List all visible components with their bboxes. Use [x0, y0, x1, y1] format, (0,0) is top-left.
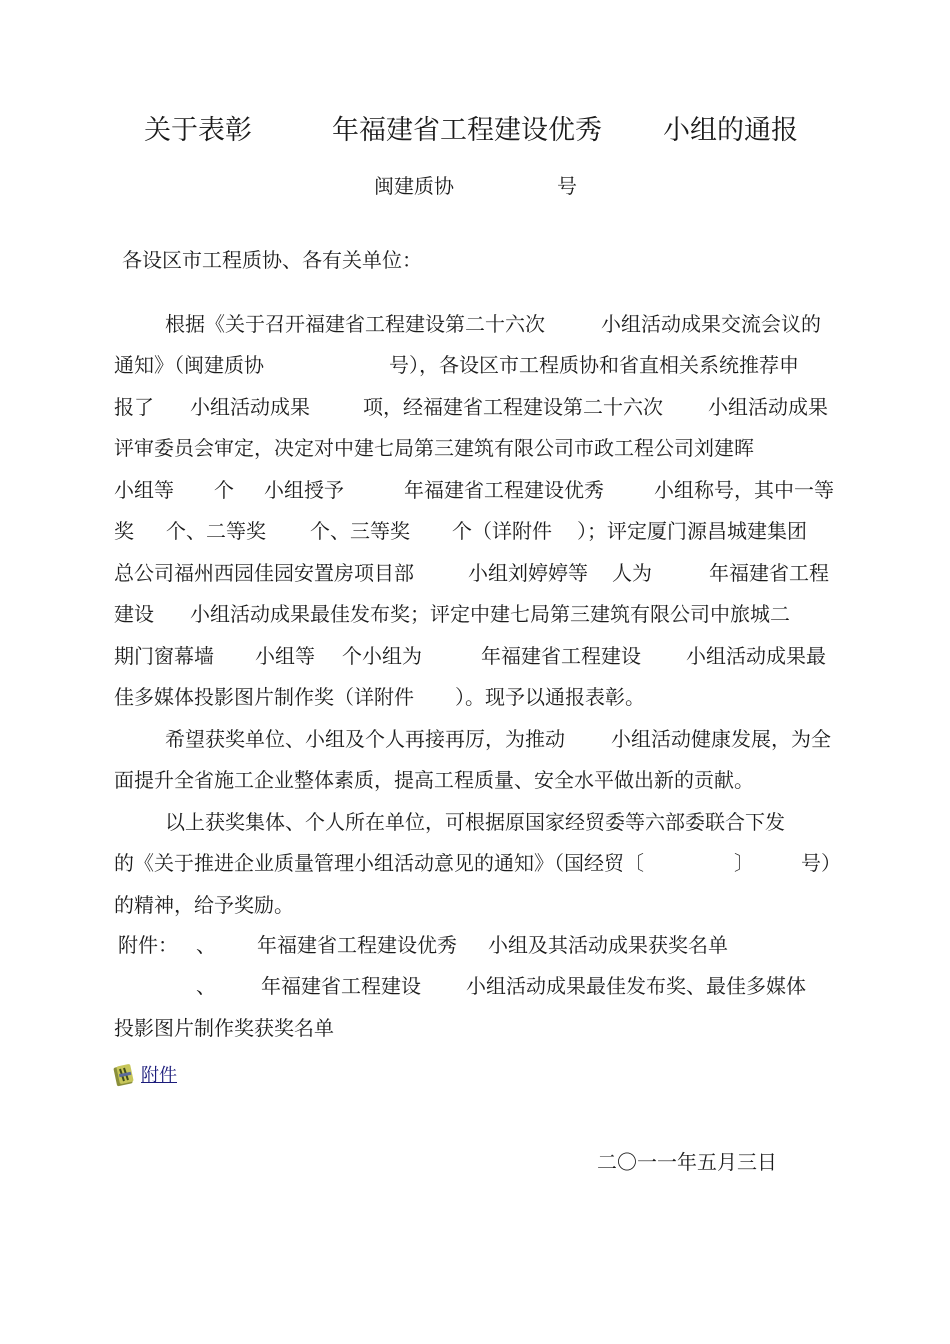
p1-l9-a: 期门窗幕墙 — [114, 644, 214, 668]
p1-l3-c: 项，经福建省工程建设第二十六次 — [363, 395, 663, 419]
p1-l5-a: 小组等 — [114, 478, 174, 502]
p1-l10-a: 佳多媒体投影图片制作奖（详附件 — [114, 685, 414, 709]
salutation: 各设区市工程质协、各有关单位： — [122, 248, 422, 272]
p1-l6-b: 个、二等奖 — [166, 519, 266, 543]
attach-item1-a: 年福建省工程建设优秀 — [257, 933, 457, 957]
title-part-2: 年福建省工程建设优秀 — [332, 115, 602, 146]
attach-item2-line2: 投影图片制作奖获奖名单 — [114, 1016, 334, 1040]
p1-l9-e: 小组活动成果最 — [686, 644, 826, 668]
p1-l4-a: 评审委员会审定，决定对中建七局第三建筑有限公司市政工程公司刘建晖 — [114, 436, 754, 460]
p1-l9-d: 年福建省工程建设 — [481, 644, 641, 668]
p1-l2-b: 号），各设区市工程质协和省直相关系统推荐申 — [389, 353, 799, 377]
p1-l5-b: 个 — [214, 478, 234, 502]
p2-l1-b: 小组活动健康发展，为全 — [611, 727, 831, 751]
p1-l2-a: 通知》（闽建质协 — [114, 353, 264, 377]
title-part-3: 小组的通报 — [663, 115, 798, 146]
p3-l1-a: 以上获奖集体、个人所在单位，可根据原国家经贸委等六部委联合下发 — [165, 810, 785, 834]
p1-l7-d: 年福建省工程 — [709, 561, 829, 585]
p2-l1-a: 希望获奖单位、小组及个人再接再厉，为推动 — [165, 727, 565, 751]
attach-item1-num: 、 — [196, 933, 216, 957]
winrar-archive-icon[interactable] — [113, 1063, 135, 1087]
p1-l7-a: 总公司福州西园佳园安置房项目部 — [114, 561, 414, 585]
doc-number-suffix: 号 — [557, 174, 577, 198]
p1-l7-c: 人为 — [612, 561, 652, 585]
p2-l2-a: 面提升全省施工企业整体素质，提高工程质量、安全水平做出新的贡献。 — [114, 768, 754, 792]
p1-l6-d: 个（详附件 — [452, 519, 552, 543]
p1-l8-a: 建设 — [114, 602, 154, 626]
p1-l3-a: 报了 — [114, 395, 154, 419]
p1-l3-d: 小组活动成果 — [708, 395, 828, 419]
attach-item2-num: 、 — [196, 974, 216, 998]
p1-l5-e: 小组称号，其中一等 — [654, 478, 834, 502]
title-part-1: 关于表彰 — [144, 115, 252, 146]
p1-l6-a: 奖 — [114, 519, 134, 543]
attachments-label: 附件： — [118, 933, 178, 957]
p1-l6-c: 个、三等奖 — [310, 519, 410, 543]
attach-item1-b: 小组及其活动成果获奖名单 — [488, 933, 728, 957]
p3-l3-a: 的精神，给予奖励。 — [114, 893, 294, 917]
p1-l6-e: ）；评定厦门源昌城建集团 — [577, 519, 807, 543]
attach-item2-b: 小组活动成果最佳发布奖、最佳多媒体 — [466, 974, 806, 998]
p3-l2-a: 的《关于推进企业质量管理小组活动意见的通知》（国经贸〔 — [114, 851, 644, 875]
p1-l9-c: 个小组为 — [342, 644, 422, 668]
doc-number-prefix: 闽建质协 — [374, 174, 454, 198]
p1-l9-b: 小组等 — [255, 644, 315, 668]
p1-l8-b: 小组活动成果最佳发布奖；评定中建七局第三建筑有限公司中旅城二 — [190, 602, 790, 626]
p3-l2-c: 号） — [801, 851, 841, 875]
p3-l2-b: 〕 — [734, 851, 754, 875]
p1-l5-c: 小组授予 — [264, 478, 344, 502]
attach-item2-a: 年福建省工程建设 — [261, 974, 421, 998]
document-date: 二〇一一年五月三日 — [597, 1150, 777, 1174]
p1-l5-d: 年福建省工程建设优秀 — [404, 478, 604, 502]
p1-l1-a: 根据《关于召开福建省工程建设第二十六次 — [165, 312, 545, 336]
p1-l1-b: 小组活动成果交流会议的 — [601, 312, 821, 336]
p1-l7-b: 小组刘婷婷等 — [468, 561, 588, 585]
attachment-link[interactable]: 附件 — [141, 1065, 177, 1086]
p1-l10-b: ）。现予以通报表彰。 — [455, 685, 645, 709]
p1-l3-b: 小组活动成果 — [190, 395, 310, 419]
